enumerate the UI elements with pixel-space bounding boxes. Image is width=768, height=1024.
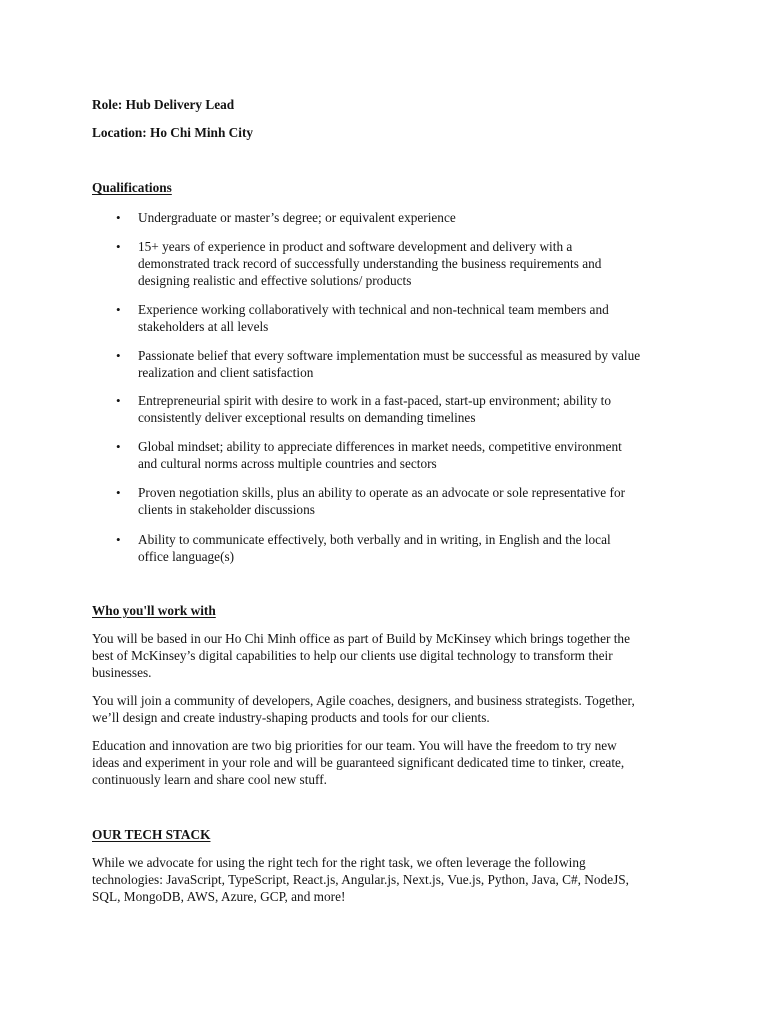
qualification-text [138, 238, 738, 289]
qualifications-heading [92, 179, 732, 196]
text-line: You will be based in our Ho Chi Minh office as part of Build by McKinsey which brings together the [92, 631, 630, 646]
text-line: designing realistic and effective solutions/ products [138, 273, 412, 288]
text-line: technologies: JavaScript, TypeScript, React.js, Angular.js, Next.js, Vue.js, Python, Java, C#, NodeJS, [92, 872, 629, 887]
paragraph [92, 630, 732, 681]
text-line: Global mindset; ability to appreciate differences in market needs, competitive environment [138, 439, 622, 454]
text-line: best of McKinsey’s digital capabilities to help our clients use digital technology to transform their [92, 648, 613, 663]
text-line: clients in stakeholder discussions [138, 502, 315, 517]
text-line: While we advocate for using the right tech for the right task, we often leverage the following [92, 855, 586, 870]
text-line: Education and innovation are two big priorities for our team. You will have the freedom to try new [92, 738, 617, 753]
section-heading: Qualifications [92, 180, 172, 195]
location-text: Location: Ho Chi Minh City [92, 125, 254, 140]
text-line: demonstrated track record of successfully understanding the business requirements and [138, 256, 602, 271]
text-line: You will join a community of developers, Agile coaches, designers, and business strategists. Together, [92, 693, 635, 708]
location-title [92, 124, 732, 141]
text-line: Experience working collaboratively with technical and non-technical team members and [138, 302, 609, 317]
bullet-marker: • [116, 393, 121, 408]
paragraph [92, 854, 732, 905]
bullet-marker: • [116, 485, 121, 500]
qualification-text [138, 209, 738, 226]
text-line: and cultural norms across multiple countries and sectors [138, 456, 437, 471]
text-line: ideas and experiment in your role and will be guaranteed significant dedicated time to tinker, create, [92, 755, 625, 770]
text-line: Proven negotiation skills, plus an ability to operate as an advocate or sole representative for [138, 485, 626, 500]
text-line: office language(s) [138, 549, 235, 564]
bullet-marker: • [116, 239, 121, 254]
text-line: Entrepreneurial spirit with desire to work in a fast-paced, start-up environment; ability to [138, 393, 612, 408]
who-heading [92, 602, 732, 619]
qualification-text [138, 392, 738, 426]
text-line: Undergraduate or master’s degree; or equivalent experience [138, 210, 456, 225]
bullet-marker: • [116, 348, 121, 363]
text-line: realization and client satisfaction [138, 365, 314, 380]
qualification-text [138, 484, 738, 518]
paragraph [92, 692, 732, 726]
bullet-marker: • [116, 439, 121, 454]
text-line: stakeholders at all levels [138, 319, 269, 334]
section-heading: Who you'll work with [92, 603, 216, 618]
tech-stack-heading [92, 826, 732, 843]
text-line: Ability to communicate effectively, both verbally and in writing, in English and the local [138, 532, 611, 547]
qualification-text [138, 347, 738, 381]
text-line: Passionate belief that every software implementation must be successful as measured by value [138, 348, 641, 363]
role-text: Role: Hub Delivery Lead [92, 97, 235, 112]
text-line: we’ll design and create industry-shaping products and tools for our clients. [92, 710, 490, 725]
qualification-text [138, 438, 738, 472]
paragraph [92, 737, 732, 788]
section-heading: OUR TECH STACK [92, 827, 211, 842]
bullet-marker: • [116, 302, 121, 317]
bullet-marker: • [116, 532, 121, 547]
text-line: businesses. [92, 665, 152, 680]
role-title [92, 96, 732, 113]
text-line: SQL, MongoDB, AWS, Azure, GCP, and more! [92, 889, 346, 904]
text-line: 15+ years of experience in product and software development and delivery with a [138, 239, 573, 254]
qualification-text [138, 301, 738, 335]
qualification-text [138, 531, 738, 565]
text-line: consistently deliver exceptional results on demanding timelines [138, 410, 476, 425]
bullet-marker: • [116, 210, 121, 225]
text-line: continuously learn and share cool new stuff. [92, 772, 327, 787]
